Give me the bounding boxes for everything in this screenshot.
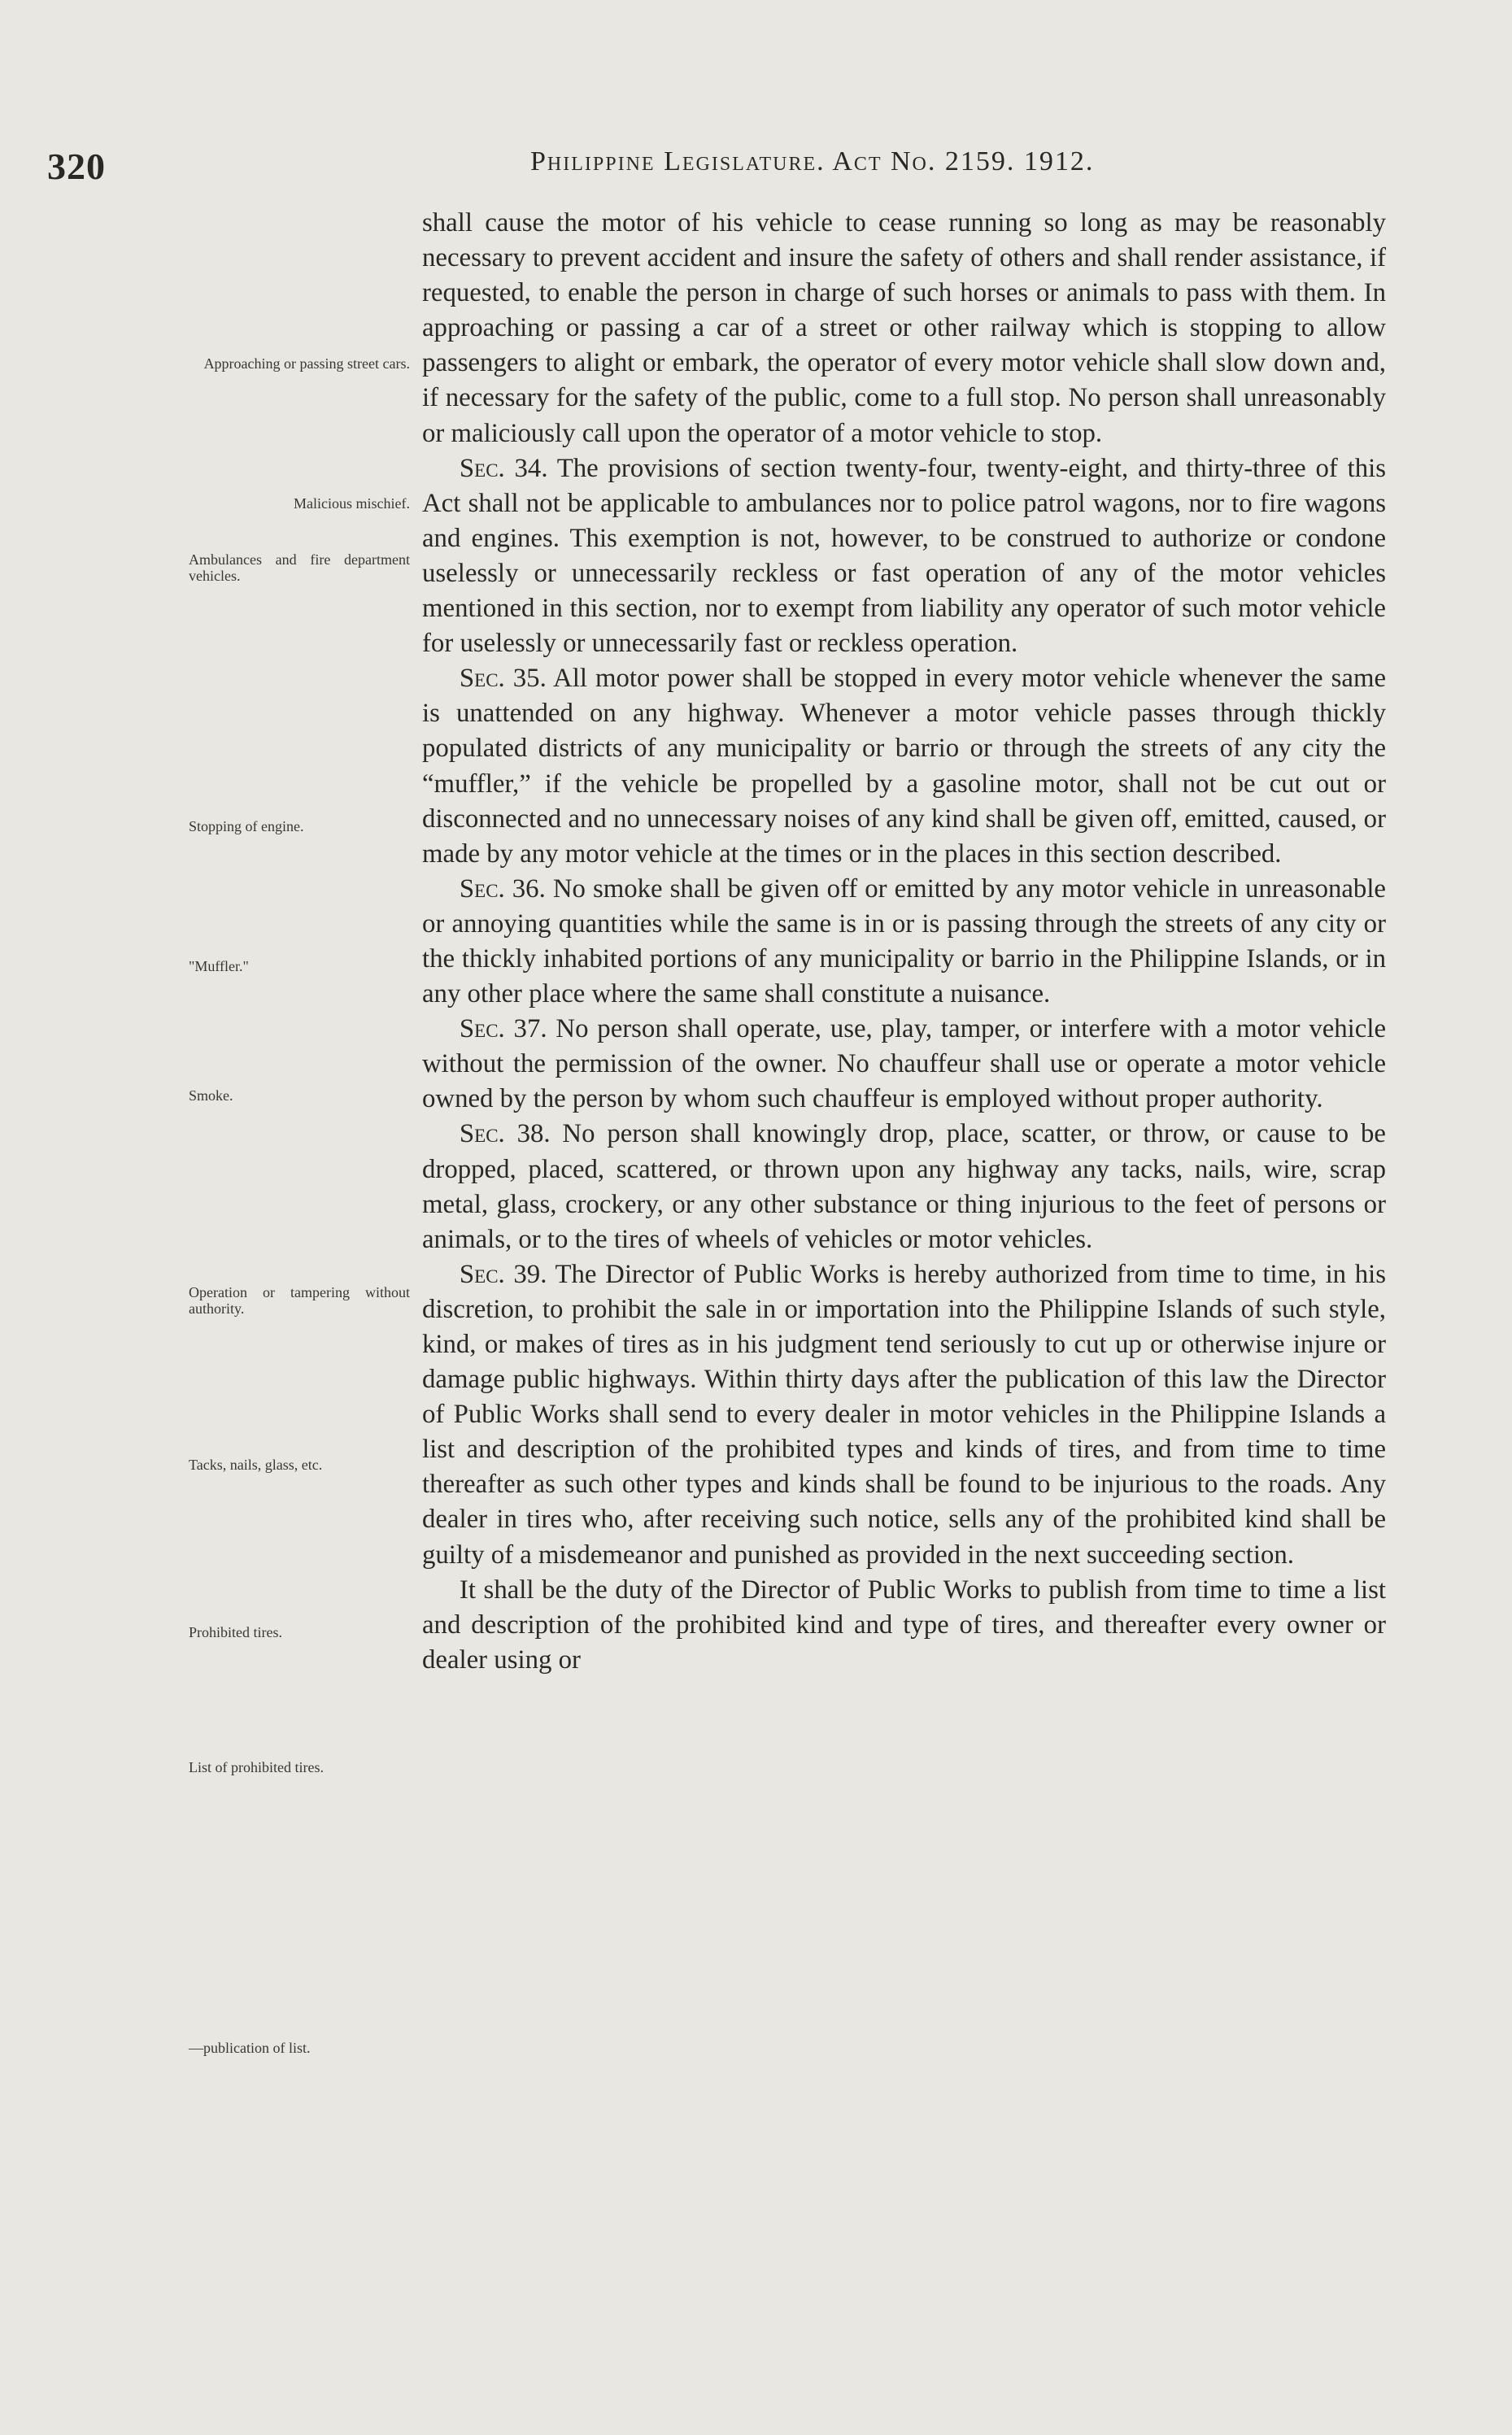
section-label: Sec. 35. <box>459 664 547 694</box>
margin-note-tampering: Operation or tampering without authority. <box>189 1284 410 1317</box>
paragraph-publication <box>422 1573 1386 1678</box>
paragraph-text: The Director of Public Works is hereby authorized from time to time, in his discretion, to prohibit the sale in or importation into the Philippine Islands of such style, kind, or makes of tires as in his judgment tend seriously to cut up or otherwise injure or damage public highways. Within thirty days after the publication of this law the Director of Public Works shall send to every dealer in motor vehicles in the Philippine Islands a list and description of the prohibited types and kinds of tires, and from time to time thereafter as such other types and kinds shall be found to be injurious to the roads. Any dealer in tires who, after receiving such notice, sells any of the prohibited kind shall be guilty of a misdemeanor and punished as provided in the next succeeding section. <box>422 1259 1387 1570</box>
paragraph-text: All motor power shall be stopped in every motor vehicle whenever the same is unattended on any highway. Whenever a motor vehicle passes through thickly populated districts of any municipality or barrio or through the streets of any city the “muffler,” if the vehicle be propelled by a gasoline motor, shall not be cut out or disconnected and no unnecessary noises of any kind shall be given off, emitted, caused, or made by any motor vehicle at the times or in the places in this section described. <box>422 664 1387 869</box>
paragraph-text: The provisions of section twenty-four, twenty-eight, and thirty-three of this Act shall not be applicable to ambulances nor to police patrol wagons, nor to fire wagons and engines. This exemption is not, however, to be construed to authorize or condone uselessly or unnecessarily reckless or fast operation of any of the motor vehicles mentioned in this section, nor to exempt from liability any operator of such motor vehicle for uselessly or unnecessarily fast or reckless operation. <box>422 453 1386 659</box>
paragraph-text: It shall be the duty of the Director of Public Works to publish from time to time a list and description of the prohibited kind and type of tires, and thereafter every owner or dealer using or <box>422 1575 1386 1675</box>
body-text <box>422 206 1386 1678</box>
running-head: Philippine Legislature. Act No. 2159. 1912. <box>530 146 1095 176</box>
margin-note-publication-list: —publication of list. <box>189 2040 311 2056</box>
section-label: Sec. 36. <box>459 873 546 904</box>
margin-note-tacks-nails: Tacks, nails, glass, etc. <box>189 1457 323 1473</box>
margin-note-prohibited-tires: Prohibited tires. <box>189 1624 282 1640</box>
paragraph-sec-37 <box>422 1012 1386 1117</box>
paragraph-sec-34 <box>422 451 1386 662</box>
paragraph-text: No person shall operate, use, play, tamper, or interfere with a motor vehicle without the permission of the owner. No chauffeur shall use or operate a motor vehicle owned by the person by whom such chauffeur is employed without proper authority. <box>422 1014 1387 1114</box>
paragraph-sec-39 <box>422 1257 1386 1573</box>
section-label: Sec. 37. <box>459 1014 547 1044</box>
margin-note-stopping-engine: Stopping of engine. <box>189 818 304 834</box>
paragraph-text: No person shall knowingly drop, place, scatter, or throw, or cause to be dropped, placed, scattered, or thrown upon any highway any tacks, nails, wire, scrap metal, glass, crockery, or any other substance or thing injurious to the feet of persons or animals, or to the tires of wheels of vehicles or motor vehicles. <box>422 1119 1386 1254</box>
paragraph-text: No smoke shall be given off or emitted by any motor vehicle in unreasonable or annoying quantities while the same is in or is passing through the streets of any city or the thickly inhabited portions of any municipality or barrio in the Philippine Islands, or in any other place where the same shall constitute a nuisance. <box>422 873 1386 1009</box>
margin-note-street-cars: Approaching or passing street cars. <box>203 355 410 372</box>
section-label: Sec. 38. <box>459 1119 551 1149</box>
margin-note-smoke: Smoke. <box>189 1087 233 1104</box>
paragraph <box>422 206 1386 451</box>
section-label: Sec. 34. <box>459 453 548 483</box>
paragraph-sec-35 <box>422 661 1386 872</box>
paragraph-sec-36 <box>422 872 1386 1012</box>
paragraph-sec-38 <box>422 1117 1386 1257</box>
margin-note-list-prohibited-tires: List of prohibited tires. <box>189 1759 324 1775</box>
paragraph-text: shall cause the motor of his vehicle to cease running so long as may be reasonably necessary to prevent accident and insure the safety of others and shall render assistance, if requested, to enable the person in charge of such horses or animals to pass with them. In approaching or passing a car of a street or other railway which is stopping to allow passengers to alight or embark, the operator of every motor vehicle shall slow down and, if necessary for the safety of the public, come to a full stop. No person shall unreasonably or maliciously call upon the operator of a motor vehicle to stop. <box>422 208 1386 448</box>
section-label: Sec. 39. <box>459 1259 547 1289</box>
margin-note-malicious-mischief: Malicious mischief. <box>294 495 410 512</box>
margin-note-ambulances: Ambulances and fire department vehicles. <box>189 551 410 584</box>
margin-note-muffler: "Muffler." <box>189 958 249 974</box>
page-number: 320 <box>47 146 106 187</box>
